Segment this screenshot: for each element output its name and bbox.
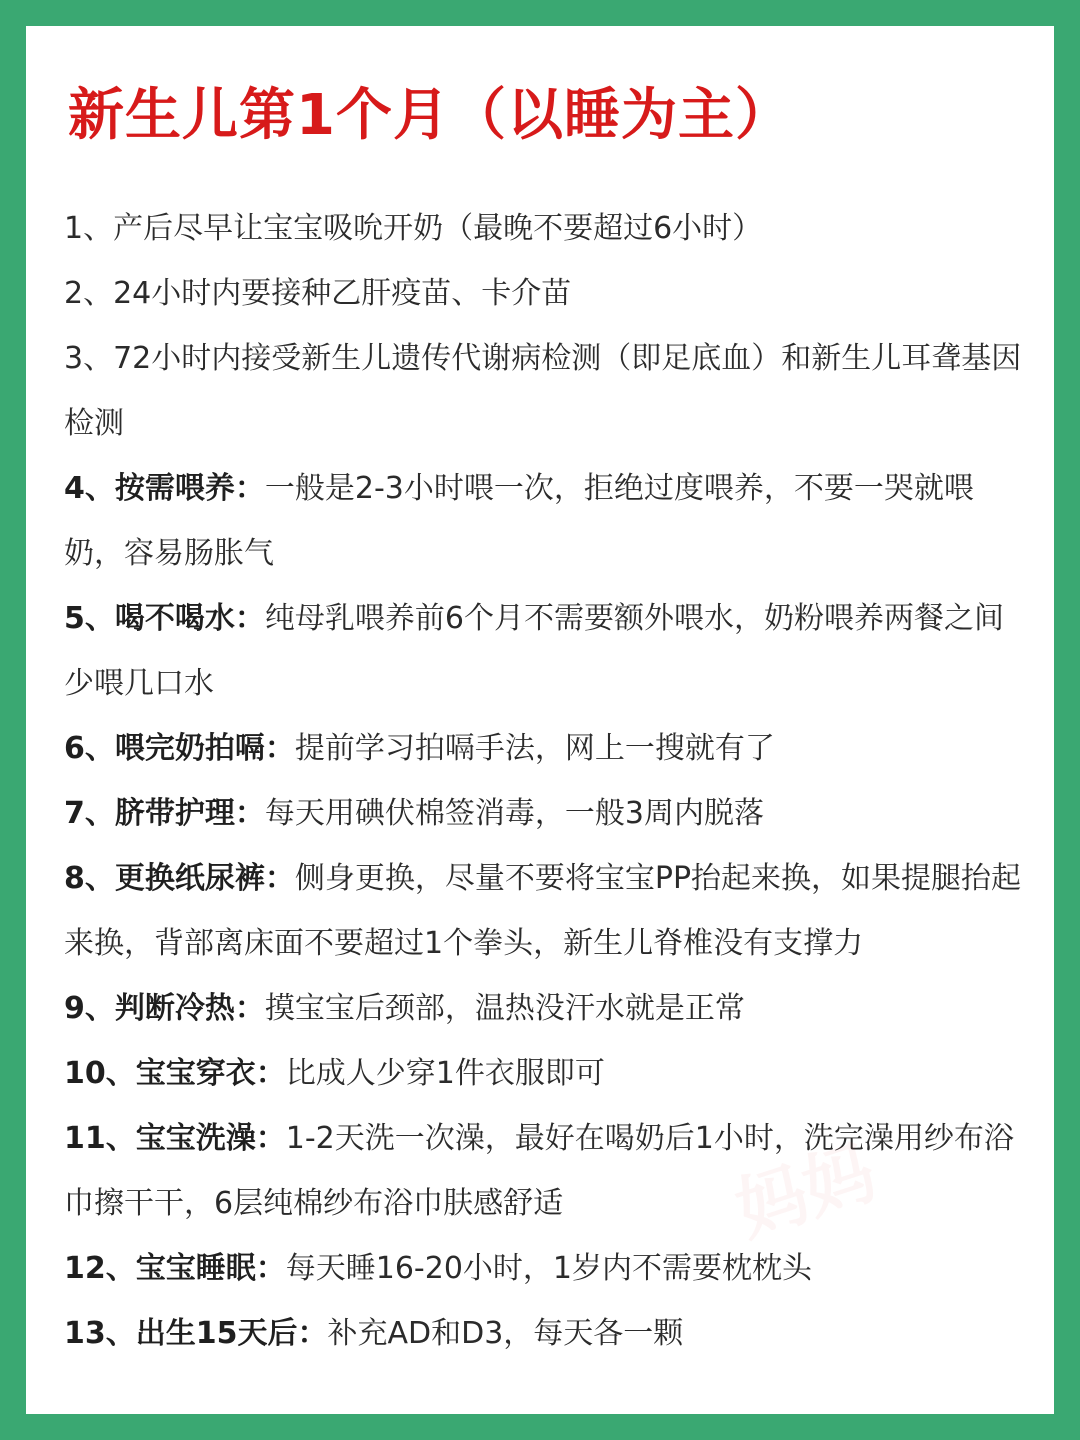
tip-label: 10、宝宝穿衣：	[64, 1056, 286, 1091]
tip-item	[64, 586, 1024, 716]
tip-item	[64, 1041, 1024, 1106]
tip-label: 5、喝不喝水：	[64, 601, 265, 636]
tip-label: 6、喂完奶拍嗝：	[64, 731, 295, 766]
tip-text: 1-2天洗一次澡，最好在喝奶后1小时，洗完澡用纱布浴巾擦干干，6层纯棉纱布浴巾肤感舒适	[64, 1121, 1014, 1221]
tip-item	[64, 196, 1024, 261]
tip-text: 2、24小时内要接种乙肝疫苗、卡介苗	[64, 276, 572, 311]
tip-label: 11、宝宝洗澡：	[64, 1121, 286, 1156]
tip-item	[64, 1106, 1024, 1236]
tip-item	[64, 326, 1024, 456]
tip-label: 9、判断冷热：	[64, 991, 265, 1026]
tip-text: 每天睡16-20小时，1岁内不需要枕枕头	[285, 1251, 813, 1286]
tip-text: 每天用碘伏棉签消毒，一般3周内脱落	[264, 796, 764, 831]
tip-label: 12、宝宝睡眠：	[64, 1251, 286, 1286]
tip-item	[64, 1236, 1024, 1301]
tip-text: 提前学习拍嗝手法，网上一搜就有了	[294, 731, 775, 766]
watermark: 妈妈	[726, 1131, 885, 1253]
tip-text: 侧身更换，尽量不要将宝宝PP抬起来换，如果提腿抬起来换，背部离床面不要超过1个拳头，新生儿脊椎没有支撑力	[64, 861, 1022, 961]
tip-item	[64, 456, 1024, 586]
page-title: 新生儿第1个月（以睡为主）	[68, 83, 792, 148]
tip-label: 4、按需喂养：	[64, 471, 265, 506]
tip-text: 补充AD和D3，每天各一颗	[327, 1316, 684, 1351]
tip-item	[64, 716, 1024, 781]
tip-text: 1、产后尽早让宝宝吸吮开奶（最晚不要超过6小时）	[64, 211, 763, 246]
tip-text: 摸宝宝后颈部，温热没汗水就是正常	[264, 991, 745, 1026]
tip-text: 一般是2-3小时喂一次，拒绝过度喂养，不要一哭就喂奶，容易肠胀气	[64, 471, 974, 571]
tip-item	[64, 781, 1024, 846]
tip-label: 7、脐带护理：	[64, 796, 265, 831]
tip-item	[64, 846, 1024, 976]
tip-text: 3、72小时内接受新生儿遗传代谢病检测（即足底血）和新生儿耳聋基因检测	[64, 341, 1022, 441]
content-card	[26, 26, 1054, 1414]
tip-item	[64, 976, 1024, 1041]
tip-item	[64, 261, 1024, 326]
tip-text: 纯母乳喂养前6个月不需要额外喂水，奶粉喂养两餐之间少喂几口水	[64, 601, 1004, 701]
tip-text: 比成人少穿1件衣服即可	[285, 1056, 605, 1091]
tips-list	[64, 196, 1024, 1366]
tip-item	[64, 1301, 1024, 1366]
tip-label: 13、出生15天后：	[64, 1316, 328, 1351]
tip-label: 8、更换纸尿裤：	[64, 861, 295, 896]
